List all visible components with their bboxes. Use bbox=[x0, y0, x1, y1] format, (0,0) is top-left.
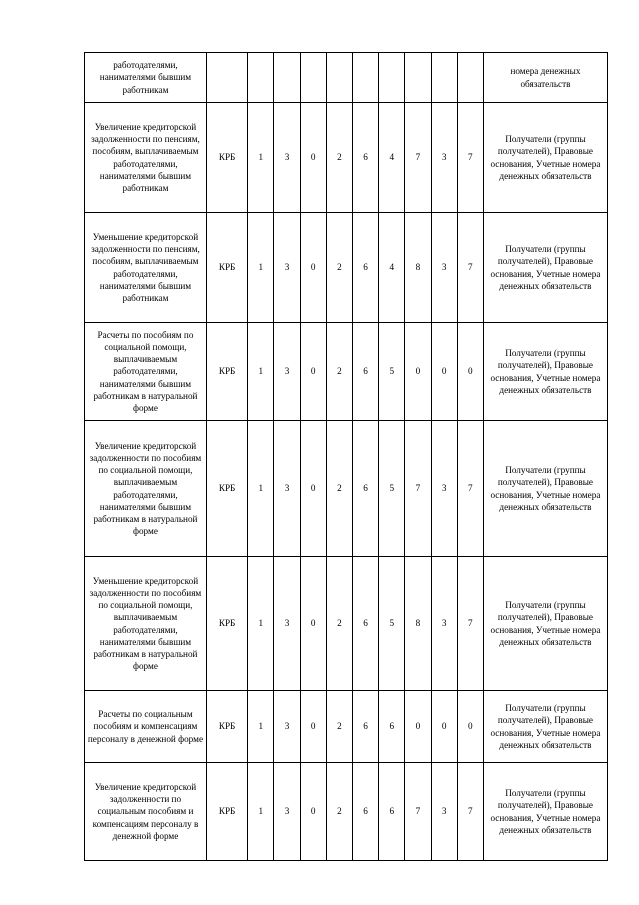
digit-cell: 1 bbox=[248, 763, 274, 861]
table-row bbox=[85, 213, 608, 323]
digit-cell bbox=[457, 53, 483, 103]
account-name-cell: Увеличение кредиторской задолженности по пенсиям, пособиям, выплачиваемым работодателями, нанимателями бывшим работникам bbox=[85, 103, 207, 213]
digit-cell: 6 bbox=[352, 691, 378, 763]
digit-cell bbox=[300, 53, 326, 103]
digit-cell: 2 bbox=[326, 421, 352, 557]
analytics-cell: Получатели (группы получателей), Правовые основания, Учетные номера денежных обязательств bbox=[483, 213, 607, 323]
account-code-cell: КРБ bbox=[206, 763, 247, 861]
digit-cell: 4 bbox=[379, 213, 405, 323]
analytics-cell: Получатели (группы получателей), Правовые основания, Учетные номера денежных обязательств bbox=[483, 421, 607, 557]
digit-cell: 3 bbox=[274, 103, 300, 213]
accounts-table bbox=[84, 52, 608, 861]
digit-cell: 7 bbox=[405, 103, 431, 213]
table-row bbox=[85, 763, 608, 861]
digit-cell: 6 bbox=[352, 323, 378, 421]
table-row bbox=[85, 557, 608, 691]
account-name-cell: Увеличение кредиторской задолженности по социальным пособиям и компенсациям персоналу в денежной форме bbox=[85, 763, 207, 861]
analytics-cell: Получатели (группы получателей), Правовые основания, Учетные номера денежных обязательств bbox=[483, 691, 607, 763]
digit-cell: 6 bbox=[379, 691, 405, 763]
account-code-cell: КРБ bbox=[206, 557, 247, 691]
account-code-cell: КРБ bbox=[206, 691, 247, 763]
account-name-cell: Уменьшение кредиторской задолженности по пенсиям, пособиям, выплачиваемым работодателями, нанимателями бывшим работникам bbox=[85, 213, 207, 323]
digit-cell bbox=[379, 53, 405, 103]
digit-cell: 0 bbox=[300, 557, 326, 691]
digit-cell bbox=[352, 53, 378, 103]
table-row bbox=[85, 103, 608, 213]
account-name-cell: работодателями, нанимателями бывшим работникам bbox=[85, 53, 207, 103]
account-name-cell: Уменьшение кредиторской задолженности по пособиям по социальной помощи, выплачиваемым работодателями, нанимателями бывшим работникам в натуральной форме bbox=[85, 557, 207, 691]
account-name-cell: Расчеты по социальным пособиям и компенсациям персоналу в денежной форме bbox=[85, 691, 207, 763]
digit-cell: 0 bbox=[300, 213, 326, 323]
digit-cell bbox=[326, 53, 352, 103]
digit-cell: 0 bbox=[431, 323, 457, 421]
digit-cell: 7 bbox=[405, 421, 431, 557]
digit-cell: 0 bbox=[300, 421, 326, 557]
digit-cell: 7 bbox=[457, 213, 483, 323]
digit-cell: 6 bbox=[352, 103, 378, 213]
account-code-cell: КРБ bbox=[206, 323, 247, 421]
digit-cell: 7 bbox=[457, 103, 483, 213]
analytics-cell: Получатели (группы получателей), Правовые основания, Учетные номера денежных обязательств bbox=[483, 763, 607, 861]
digit-cell: 3 bbox=[274, 691, 300, 763]
digit-cell: 7 bbox=[405, 763, 431, 861]
digit-cell: 0 bbox=[300, 691, 326, 763]
digit-cell: 3 bbox=[431, 213, 457, 323]
digit-cell: 7 bbox=[457, 557, 483, 691]
digit-cell: 3 bbox=[431, 421, 457, 557]
digit-cell: 6 bbox=[352, 213, 378, 323]
digit-cell: 0 bbox=[405, 691, 431, 763]
digit-cell: 2 bbox=[326, 323, 352, 421]
table-body bbox=[85, 53, 608, 861]
digit-cell bbox=[274, 53, 300, 103]
digit-cell: 1 bbox=[248, 691, 274, 763]
digit-cell: 1 bbox=[248, 103, 274, 213]
analytics-cell: номера денежных обязательств bbox=[483, 53, 607, 103]
digit-cell bbox=[248, 53, 274, 103]
table-row bbox=[85, 323, 608, 421]
digit-cell: 6 bbox=[379, 763, 405, 861]
analytics-cell: Получатели (группы получателей), Правовые основания, Учетные номера денежных обязательств bbox=[483, 557, 607, 691]
digit-cell: 3 bbox=[274, 557, 300, 691]
digit-cell: 5 bbox=[379, 557, 405, 691]
digit-cell: 1 bbox=[248, 421, 274, 557]
digit-cell: 0 bbox=[300, 763, 326, 861]
digit-cell: 2 bbox=[326, 763, 352, 861]
digit-cell: 3 bbox=[274, 421, 300, 557]
digit-cell: 6 bbox=[352, 557, 378, 691]
digit-cell: 6 bbox=[352, 763, 378, 861]
digit-cell: 1 bbox=[248, 557, 274, 691]
digit-cell: 5 bbox=[379, 323, 405, 421]
digit-cell: 2 bbox=[326, 691, 352, 763]
digit-cell: 8 bbox=[405, 213, 431, 323]
account-code-cell bbox=[206, 53, 247, 103]
analytics-cell: Получатели (группы получателей), Правовые основания, Учетные номера денежных обязательств bbox=[483, 323, 607, 421]
digit-cell: 0 bbox=[457, 691, 483, 763]
analytics-cell: Получатели (группы получателей), Правовые основания, Учетные номера денежных обязательств bbox=[483, 103, 607, 213]
digit-cell: 3 bbox=[274, 323, 300, 421]
digit-cell: 0 bbox=[457, 323, 483, 421]
digit-cell: 7 bbox=[457, 421, 483, 557]
digit-cell bbox=[405, 53, 431, 103]
digit-cell: 2 bbox=[326, 213, 352, 323]
account-name-cell: Увеличение кредиторской задолженности по пособиям по социальной помощи, выплачиваемым работодателями, нанимателями бывшим работникам в натуральной форме bbox=[85, 421, 207, 557]
digit-cell: 7 bbox=[457, 763, 483, 861]
digit-cell: 1 bbox=[248, 213, 274, 323]
digit-cell: 4 bbox=[379, 103, 405, 213]
digit-cell: 5 bbox=[379, 421, 405, 557]
account-code-cell: КРБ bbox=[206, 103, 247, 213]
digit-cell: 3 bbox=[431, 763, 457, 861]
digit-cell: 2 bbox=[326, 557, 352, 691]
table-row bbox=[85, 421, 608, 557]
digit-cell: 6 bbox=[352, 421, 378, 557]
digit-cell: 3 bbox=[274, 213, 300, 323]
digit-cell: 2 bbox=[326, 103, 352, 213]
digit-cell: 0 bbox=[300, 323, 326, 421]
account-code-cell: КРБ bbox=[206, 421, 247, 557]
digit-cell: 0 bbox=[300, 103, 326, 213]
digit-cell: 3 bbox=[431, 103, 457, 213]
digit-cell: 0 bbox=[405, 323, 431, 421]
digit-cell: 0 bbox=[431, 691, 457, 763]
digit-cell: 3 bbox=[431, 557, 457, 691]
account-name-cell: Расчеты по пособиям по социальной помощи, выплачиваемым работодателями, нанимателями бывшим работникам в натуральной форме bbox=[85, 323, 207, 421]
digit-cell: 1 bbox=[248, 323, 274, 421]
account-code-cell: КРБ bbox=[206, 213, 247, 323]
digit-cell bbox=[431, 53, 457, 103]
table-row bbox=[85, 53, 608, 103]
table-row bbox=[85, 691, 608, 763]
digit-cell: 8 bbox=[405, 557, 431, 691]
digit-cell: 3 bbox=[274, 763, 300, 861]
